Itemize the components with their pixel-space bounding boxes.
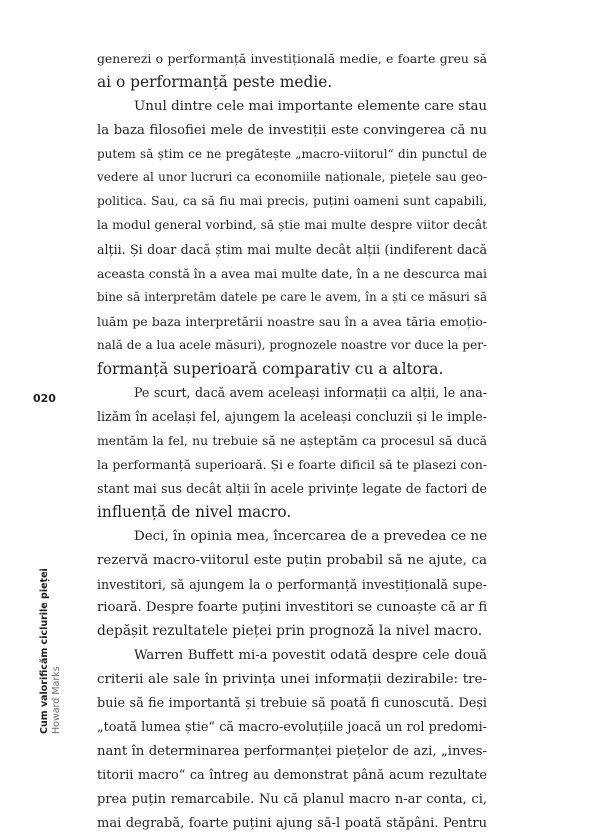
- text-line: putem să știm ce ne pregătește „macro-viitorul“ din punctul de: [97, 143, 487, 167]
- text-line: alții. Și doar dacă știm mai multe decât alții (indiferent dacă: [97, 238, 487, 262]
- text-line: la modul general vorbind, să știe mai multe despre viitor decât: [97, 214, 487, 238]
- book-title: Cum valorificăm ciclurile pieței: [39, 568, 51, 734]
- text-line: rioară. Despre foarte puțini investitori se cunoaște că ar fi: [97, 596, 487, 620]
- text-line: prea puțin remarcabile. Nu că planul macro n-ar conta, ci,: [97, 788, 487, 812]
- page-number: 020: [33, 392, 56, 405]
- text-line: mai degrabă, foarte puțini ajung să-l poată stăpâni. Pentru: [97, 812, 487, 835]
- text-line: Deci, în opinia mea, încercarea de a prevedea ce ne: [97, 525, 487, 549]
- text-line: bine să interpretăm datele pe care le avem, în a ști ce măsuri să: [97, 286, 487, 310]
- text-line: generezi o performanță investițională medie, e foarte greu să: [97, 47, 487, 71]
- text-line: la baza filosofiei mele de investiții este convingerea că nu: [97, 119, 487, 143]
- text-line: nant în determinarea performanței piețelor de azi, „inves-: [97, 740, 487, 764]
- text-line: influență de nivel macro.: [97, 501, 487, 525]
- author-name: Howard Marks: [51, 568, 63, 734]
- text-line: nală de a lua acele măsuri), prognozele noastre vor duce la per-: [97, 334, 487, 358]
- text-line: politica. Sau, ca să fiu mai precis, puțini oameni sunt capabili,: [97, 190, 487, 214]
- text-line: rezervă macro-viitorul este puțin probabil să ne ajute, ca: [97, 549, 487, 573]
- text-line: buie să fie importantă și trebuie să poată fi cunoscută. Deși: [97, 692, 487, 716]
- text-line: depășit rezultatele pieței prin prognoză la nivel macro.: [97, 620, 487, 644]
- text-line: aceasta constă în a avea mai multe date, în a ne descurca mai: [97, 262, 487, 286]
- text-line: vedere al unor lucruri ca economiile naționale, piețele sau geo-: [97, 166, 487, 190]
- text-line: Unul dintre cele mai importante elemente care stau: [97, 95, 487, 119]
- text-line: ai o performanță peste medie.: [97, 71, 487, 95]
- text-line: investitori, să ajungem la o performanță investițională supe-: [97, 573, 487, 597]
- text-line: lizăm în același fel, ajungem la aceleași concluzii și le imple-: [97, 405, 487, 429]
- text-line: Pe scurt, dacă avem aceleași informații ca alții, le ana-: [97, 381, 487, 405]
- text-line: stant mai sus decât alții în acele privințe legate de factori de: [97, 477, 487, 501]
- text-line: luăm pe baza interpretării noastre sau în a avea tăria emoțio-: [97, 310, 487, 334]
- text-line: Warren Buffett mi-a povestit odată despre cele două: [97, 644, 487, 668]
- body-text: [97, 47, 487, 835]
- text-line: „toată lumea știe“ că macro-evoluțiile joacă un rol predomi-: [97, 716, 487, 740]
- running-footer: [39, 568, 63, 734]
- text-line: criterii ale sale în privința unei informații dezirabile: tre-: [97, 668, 487, 692]
- text-line: titorii macro“ ca întreg au demonstrat până acum rezultate: [97, 764, 487, 788]
- text-line: mentăm la fel, nu trebuie să ne așteptăm ca procesul să ducă: [97, 429, 487, 453]
- text-line: la performanță superioară. Și e foarte dificil să te plasezi con-: [97, 453, 487, 477]
- text-line: formanță superioară comparativ cu a altora.: [97, 358, 487, 382]
